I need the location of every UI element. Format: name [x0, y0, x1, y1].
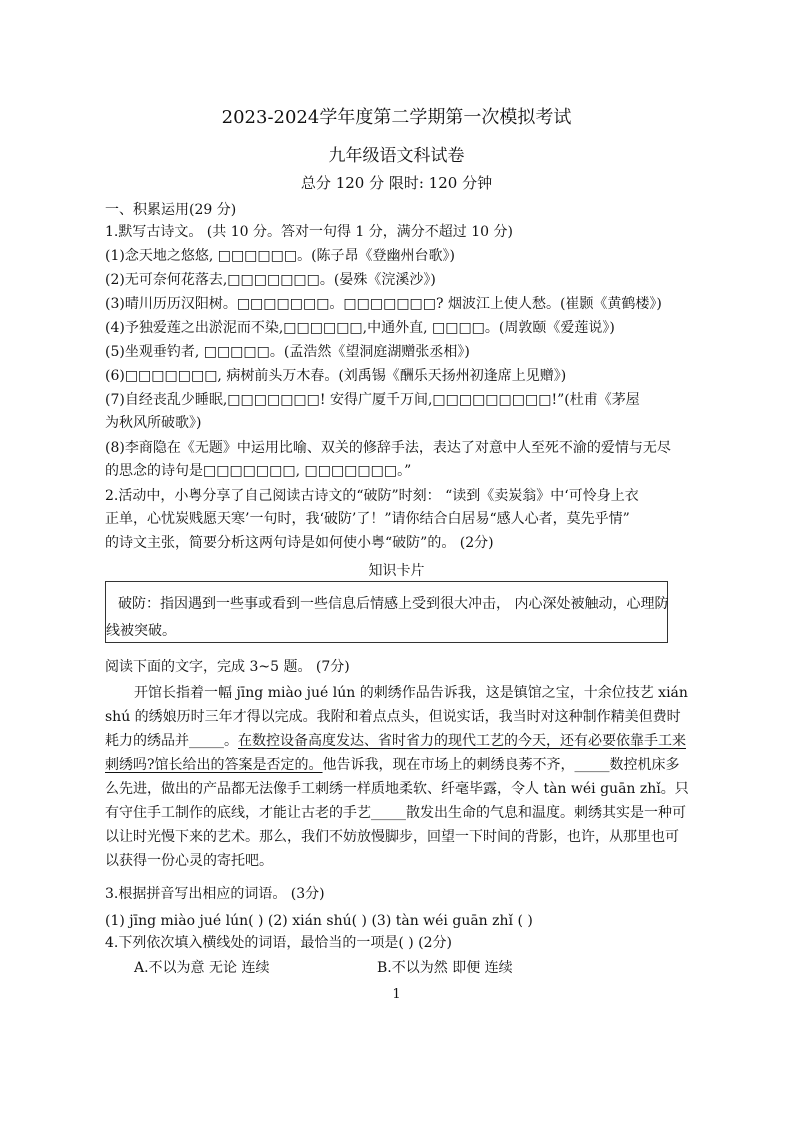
question-2-line-2: 正单，心忧炭贱愿天寒’一句时，我‘破防’了！”请你结合白居易“感人心者，莫先乎情”	[105, 511, 630, 527]
reading-paragraph-line-2: shú 的绣娘历时三年才得以完成。我附和着点点头，但说实话，我当时对这种制作精美但费时	[105, 709, 681, 725]
question-1-item-8-cont: 的思念的诗句是□□□□□□□, □□□□□□□。”	[105, 463, 412, 479]
knowledge-card-line-2: 线被突破。	[106, 623, 176, 639]
knowledge-card-line-1: 破防：指因遇到一些事或看到一些信息后情感上受到很大冲击， 内心深处被触动，心理防	[118, 596, 669, 612]
question-1-stem: 1.默写古诗文。 (共 10 分。答对一句得 1 分，满分不超过 10 分)	[105, 224, 513, 240]
knowledge-card	[105, 581, 668, 643]
question-4-stem: 4.下列依次填入横线处的词语，最恰当的一项是( ) (2分)	[105, 935, 453, 951]
reading-instruction: 阅读下面的文字，完成 3~5 题。 (7分)	[105, 659, 350, 675]
underlined-sentence: 在数控设备高度发达、省时省力的现代工艺的今天，还有必要依靠手工来	[238, 733, 686, 749]
question-3-items: (1) jīng miào jué lún( ) (2) xián shú( ) (3) tàn wéi guān zhǐ ( )	[105, 913, 533, 929]
reading-paragraph-line-8: 以获得一份心灵的寄托吧。	[105, 853, 273, 869]
exam-subtitle: 九年级语文科试卷	[328, 146, 465, 166]
question-1-item-4: (4)予独爱莲之出淤泥而不染,□□□□□□,中通外直, □□□□。(周敦颐《爱莲说》)	[105, 320, 615, 336]
section-heading: 一、积累运用(29 分)	[105, 202, 237, 218]
reading-paragraph-line-1: 开馆长指着一幅 jīng miào jué lún 的刺绣作品告诉我，这是镇馆之宝，十余位技艺 xián	[134, 685, 688, 701]
question-4-option-b: B.不以为然 即便 连续	[377, 960, 513, 976]
reading-paragraph-line-4	[105, 756, 680, 774]
reading-paragraph-line-6: 有守住手工制作的底线，才能让古老的手艺_____散发出生命的气息和温度。刺绣其实是一种可	[105, 805, 686, 821]
question-1-item-6: (6)□□□□□□□, 病树前头万木春。(刘禹锡《酬乐天扬州初逢席上见赠》)	[105, 368, 567, 384]
question-2-line-1: 2.活动中，小粤分享了自己阅读古诗文的“破防”时刻： “读到《卖炭翁》中‘可怜身上衣	[105, 488, 639, 504]
question-1-item-7: (7)自经丧乱少睡眠,□□□□□□□! 安得广厦千万间,□□□□□□□□□!”(杜甫《茅屋	[105, 392, 640, 408]
exam-meta: 总分 120 分 限时: 120 分钟	[300, 174, 493, 192]
question-1-item-2: (2)无可奈何花落去,□□□□□□□。(晏殊《浣溪沙》)	[105, 272, 436, 288]
exam-title: 2023-2024学年度第二学期第一次模拟考试	[221, 107, 572, 128]
reading-paragraph-line-5: 么先进，做出的产品都无法像手工刺绣一样质地柔软、纤毫毕露，令人 tàn wéi guān zhǐ。只	[105, 781, 689, 797]
question-1-item-7-cont: 为秋风所破歌》)	[105, 415, 202, 431]
reading-paragraph-line-7: 以让时光慢下来的艺术。那么，我们不妨放慢脚步，回望一下时间的背影，也许，从那里也可	[105, 829, 679, 845]
underlined-sentence: 刺绣吗?馆长给出的答案是否定的。	[105, 757, 323, 773]
page-number: 1	[392, 987, 401, 1002]
knowledge-card-title: 知识卡片	[368, 563, 425, 579]
question-2-line-3: 的诗文主张，简要分析这两句诗是如何使小粤“破防”的。 (2分)	[105, 535, 494, 551]
question-1-item-5: (5)坐观垂钓者, □□□□□。(孟浩然《望洞庭湖赠张丞相》)	[105, 344, 470, 360]
question-4-option-a: A.不以为意 无论 连续	[134, 960, 270, 976]
reading-text: 他告诉我，现在市场上的刺绣良莠不齐，_____数控机床多	[322, 757, 680, 773]
question-1-item-1: (1)念天地之悠悠, □□□□□□。(陈子昂《登幽州台歌》)	[105, 248, 456, 264]
reading-text: 耗力的绣品并_____。	[105, 733, 238, 749]
question-1-item-8: (8)李商隐在《无题》中运用比喻、双关的修辞手法，表达了对意中人至死不渝的爱情与无尽	[105, 440, 671, 456]
reading-paragraph-line-3	[105, 732, 686, 750]
question-1-item-3: (3)晴川历历汉阳树。□□□□□□□。□□□□□□□? 烟波江上使人愁。(崔颢《黄鹤楼》)	[105, 296, 662, 312]
question-3-stem: 3.根据拼音写出相应的词语。 (3分)	[105, 886, 325, 902]
